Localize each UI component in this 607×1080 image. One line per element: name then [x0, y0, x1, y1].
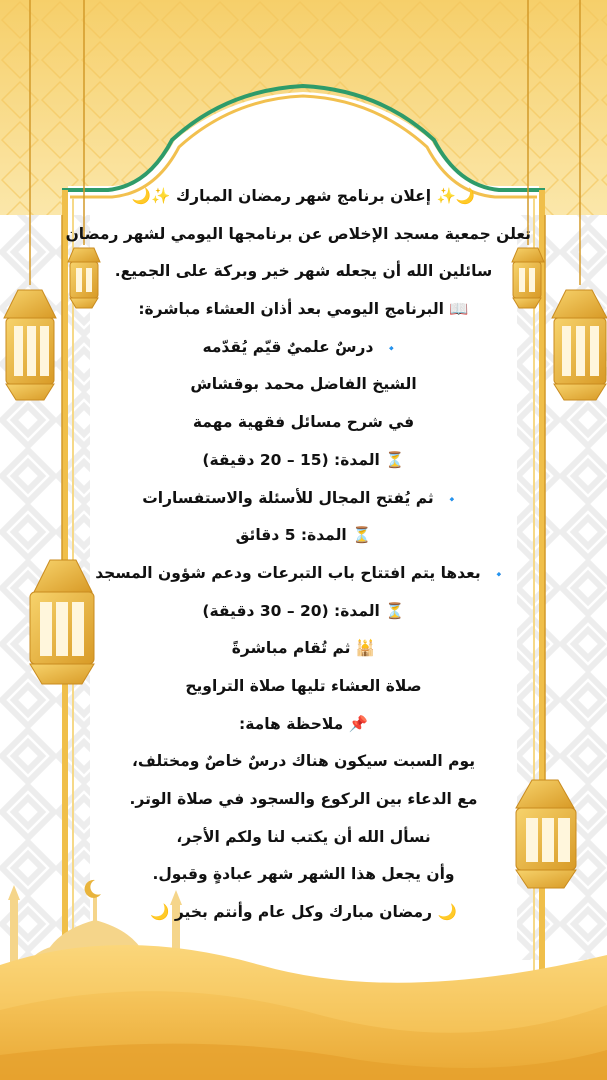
sheikh-name: الشيخ الفاضل محمد بوقشاش	[190, 375, 417, 394]
prayer-heading	[82, 630, 525, 668]
hourglass-icon: ⏳	[385, 450, 405, 469]
title-line	[82, 178, 525, 216]
questions-line	[82, 480, 525, 518]
intro-line-1: تعلن جمعية مسجد الإخلاص عن برنامجها اليومي لشهر رمضان	[65, 224, 531, 243]
crescent-icon: 🌙	[437, 903, 457, 922]
hourglass-icon: ⏳	[352, 526, 372, 545]
crescent-icon: 🌙	[150, 903, 170, 922]
note-line-2: مع الدعاء بين الركوع والسجود في صلاة الوتر.	[129, 790, 478, 808]
hourglass-icon: ⏳	[385, 601, 405, 620]
closing-line	[82, 894, 525, 932]
book-icon: 📖	[449, 300, 469, 319]
closing-text: رمضان مبارك وكل عام وأنتم بخير	[174, 903, 433, 922]
dua-line-2: وأن يجعل هذا الشهر شهر عبادةٍ وقبول.	[152, 865, 455, 884]
lesson-line	[82, 329, 525, 367]
pin-icon: 📌	[348, 714, 368, 733]
prayer-detail: صلاة العشاء تليها صلاة التراويح	[185, 676, 422, 695]
crescent-icon: 🌙	[455, 187, 476, 205]
crescent-icon: 🌙	[131, 187, 152, 205]
duration-1	[82, 442, 525, 480]
duration-3	[82, 593, 525, 631]
note-heading	[82, 706, 525, 744]
dua-line-1: نسأل الله أن يكتب لنا ولكم الأجر،	[176, 827, 431, 846]
announcement-text	[65, 178, 531, 932]
bullet-icon: 🔹	[384, 341, 399, 355]
duration-1-text: المدة: (15 – 20 دقيقة)	[202, 450, 380, 469]
note-line-1: يوم السبت سيكون هناك درسٌ خاصٌ ومختلف،	[131, 752, 476, 771]
program-heading-text: البرنامج اليومي بعد أذان العشاء مباشرة:	[138, 300, 444, 319]
donations-text: بعدها يتم افتتاح باب التبرعات ودعم شؤون المسجد	[95, 563, 481, 582]
sparkles-icon: ✨	[436, 187, 456, 205]
program-heading	[82, 291, 525, 329]
duration-3-text: المدة: (20 – 30 دقيقة)	[202, 601, 380, 620]
bullet-icon: 🔹	[492, 567, 506, 581]
duration-2	[82, 517, 525, 555]
donations-line	[82, 555, 525, 593]
note-heading-text: ملاحظة هامة:	[239, 714, 344, 733]
intro-line-2: سائلين الله أن يجعله شهر خير وبركة على الجميع.	[114, 262, 493, 281]
sparkles-icon: ✨	[151, 187, 171, 205]
prayer-heading-text: ثم تُقام مباشرةً	[231, 639, 351, 658]
lesson-text: درسٌ علميٌ قيّم يُقدّمه	[202, 337, 374, 356]
mosque-icon: 🕌	[355, 639, 376, 658]
bullet-icon: 🔹	[445, 492, 459, 506]
questions-text: ثم يُفتح المجال للأسئلة والاستفسارات	[142, 488, 434, 507]
lesson-topic: في شرح مسائل فقهية مهمة	[192, 413, 415, 432]
duration-2-text: المدة: 5 دقائق	[235, 526, 347, 545]
announcement-title: إعلان برنامج شهر رمضان المبارك	[175, 187, 432, 205]
